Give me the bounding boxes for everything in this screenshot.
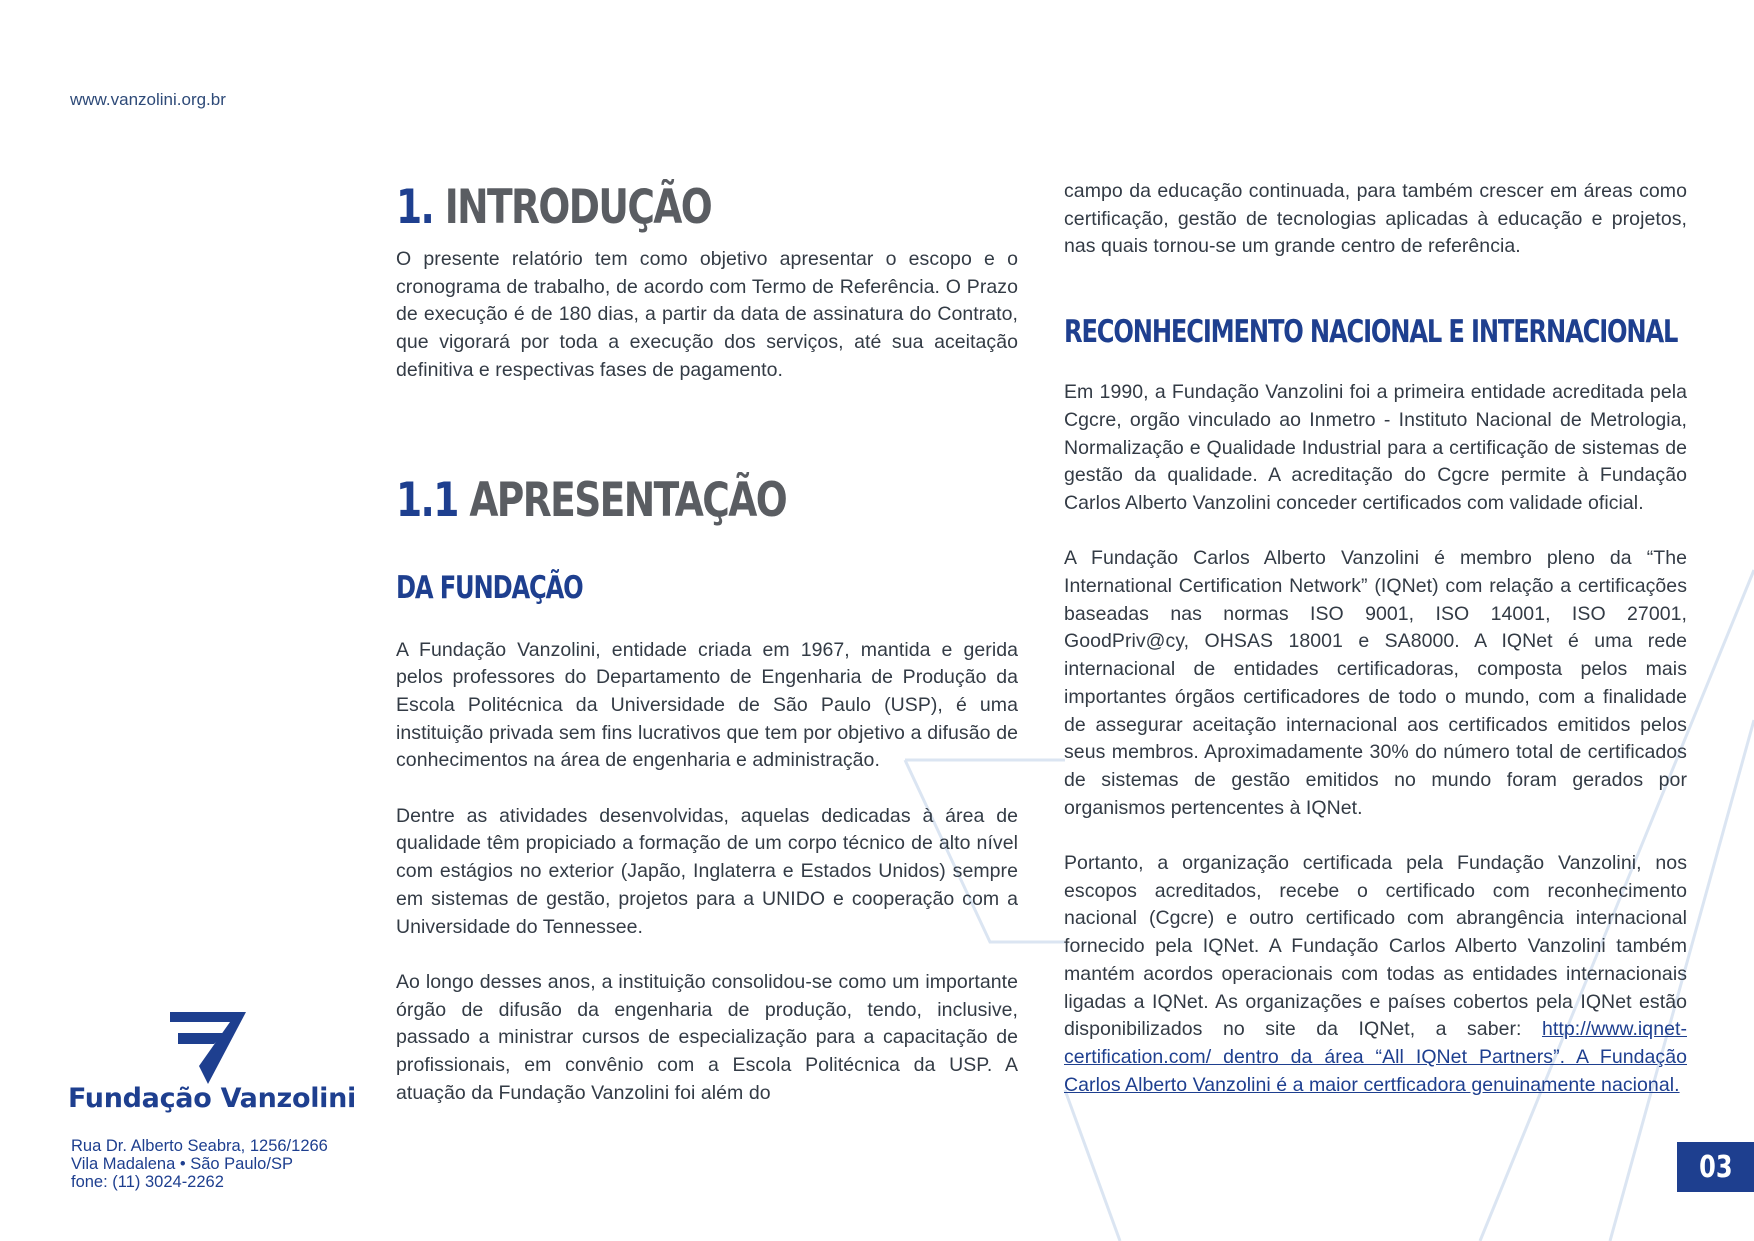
recognition-paragraph-2: A Fundação Carlos Alberto Vanzolini é membro pleno da “The International Certification Network” (IQNet) com relação a certificações baseadas nas normas ISO 9001, ISO 14001, ISO 27001, GoodPriv@cy, OHSAS 18001 e SA8000. A IQNet é uma rede internacional de entidades certificadoras, composta pelos mais importantes órgãos certificadores de todo o mundo, com a finalidade de assegurar aceitação internacional aos certificados emitidos pelos seus membros. Aproximadamente 30% do número total de certificados de sistemas de gestão emitidos no mundo foram gerados por organismos pertencentes à IQNet.: [1064, 547, 1687, 819]
iqnet-link[interactable]: http://www.iqnet-certification.com/ dentro da área “All IQNet Partners”. A Fundação Carlos Alberto Vanzolini é a maior certficadora genuinamente nacional.: [1064, 1018, 1687, 1096]
presentation-heading: [396, 473, 894, 529]
recognition-paragraph-3: [1064, 850, 1687, 1099]
foundation-paragraph-1: A Fundação Vanzolini, entidade criada em 1967, mantida e gerida pelos professores do Departamento de Engenharia de Produção da Escola Politécnica da Universidade de São Paulo (USP), é uma instituição privada sem fins lucrativos que tem por objetivo a difusão de conhecimentos na área de engenharia e administração.: [396, 638, 1018, 772]
recognition-paragraph-3-text: Portanto, a organização certificada pela Fundação Vanzolini, nos escopos acreditados, recebe o certificado com reconhecimento nacional (Cgcre) e outro certificado com abrangência internacional fornecido pela IQNet. A Fundação Carlos Alberto Vanzolini também mantém acordos operacionais com todas as entidades internacionais ligadas a IQNet. As organizações e países cobertos pela IQNet estão disponibilizados no site da IQNet, a saber:: [1064, 852, 1687, 1041]
left-column: [396, 180, 1018, 1107]
recognition-paragraph-1: Em 1990, a Fundação Vanzolini foi a primeira entidade acreditada pela Cgcre, orgão vinculado ao Inmetro - Instituto Nacional de Metrologia, Normalização e Qualidade Industrial para a certificação de sistemas de gestão da qualidade. A acreditação do Cgcre permite à Fundação Carlos Alberto Vanzolini conceder certificados com validade oficial.: [1064, 381, 1687, 514]
foundation-subheading: DA FUNDAÇÃO: [396, 569, 583, 606]
presentation-heading-title: APRESENTAÇÃO: [469, 472, 787, 528]
phone-number: fone: (11) 3024-2262: [71, 1173, 224, 1191]
fundacao-vanzolini-logo-icon: [68, 1010, 248, 1086]
page-number-badge: [1677, 1142, 1754, 1192]
page-number: 03: [1698, 1149, 1733, 1185]
recognition-heading: RECONHECIMENTO NACIONAL E INTERNACIONAL: [1064, 314, 1678, 351]
footer-address: [71, 1137, 328, 1191]
intro-heading-title: INTRODUÇÃO: [444, 180, 712, 235]
address-line-1: Rua Dr. Alberto Seabra, 1256/1266: [71, 1137, 328, 1155]
website-url[interactable]: www.vanzolini.org.br: [70, 90, 226, 109]
foundation-paragraph-3: Ao longo desses anos, a instituição consolidou-se como um importante órgão de difusão da engenharia de produção, tendo, inclusive, passado a ministrar cursos de especialização para a capacitação de profissionais, em convênio com a Escola Politécnica da USP. A atuação da Fundação Vanzolini foi além do: [396, 970, 1018, 1104]
intro-paragraph: O presente relatório tem como objetivo apresentar o escopo e o cronograma de trabalho, de acordo com Termo de Referência. O Prazo de execução é de 180 dias, a partir da data de assinatura do Contrato, que vigorará por toda a execução dos serviços, até sua aceitação definitiva e respectivas fases de pagamento.: [396, 248, 1018, 381]
logo-wordmark: Fundação Vanzolini: [68, 1083, 356, 1114]
right-column: [1064, 178, 1687, 1099]
foundation-paragraph-continuation: campo da educação continuada, para também crescer em áreas como certificação, gestão de tecnologias aplicadas à educação e projetos, nas quais tornou-se um grande centro de referência.: [1064, 180, 1687, 258]
intro-heading: [396, 180, 894, 236]
presentation-heading-number: 1.1: [396, 472, 458, 528]
foundation-paragraph-2: Dentre as atividades desenvolvidas, aquelas dedicadas à área de qualidade têm propiciado a formação de um corpo técnico de alto nível com estágios no exterior (Japão, Inglaterra e Estados Unidos) sempre em sistemas de gestão, projetos para a UNIDO e cooperação com a Universidade do Tennessee.: [396, 804, 1018, 938]
address-line-2: Vila Madalena • São Paulo/SP: [71, 1155, 293, 1173]
intro-heading-number: 1.: [396, 180, 434, 235]
